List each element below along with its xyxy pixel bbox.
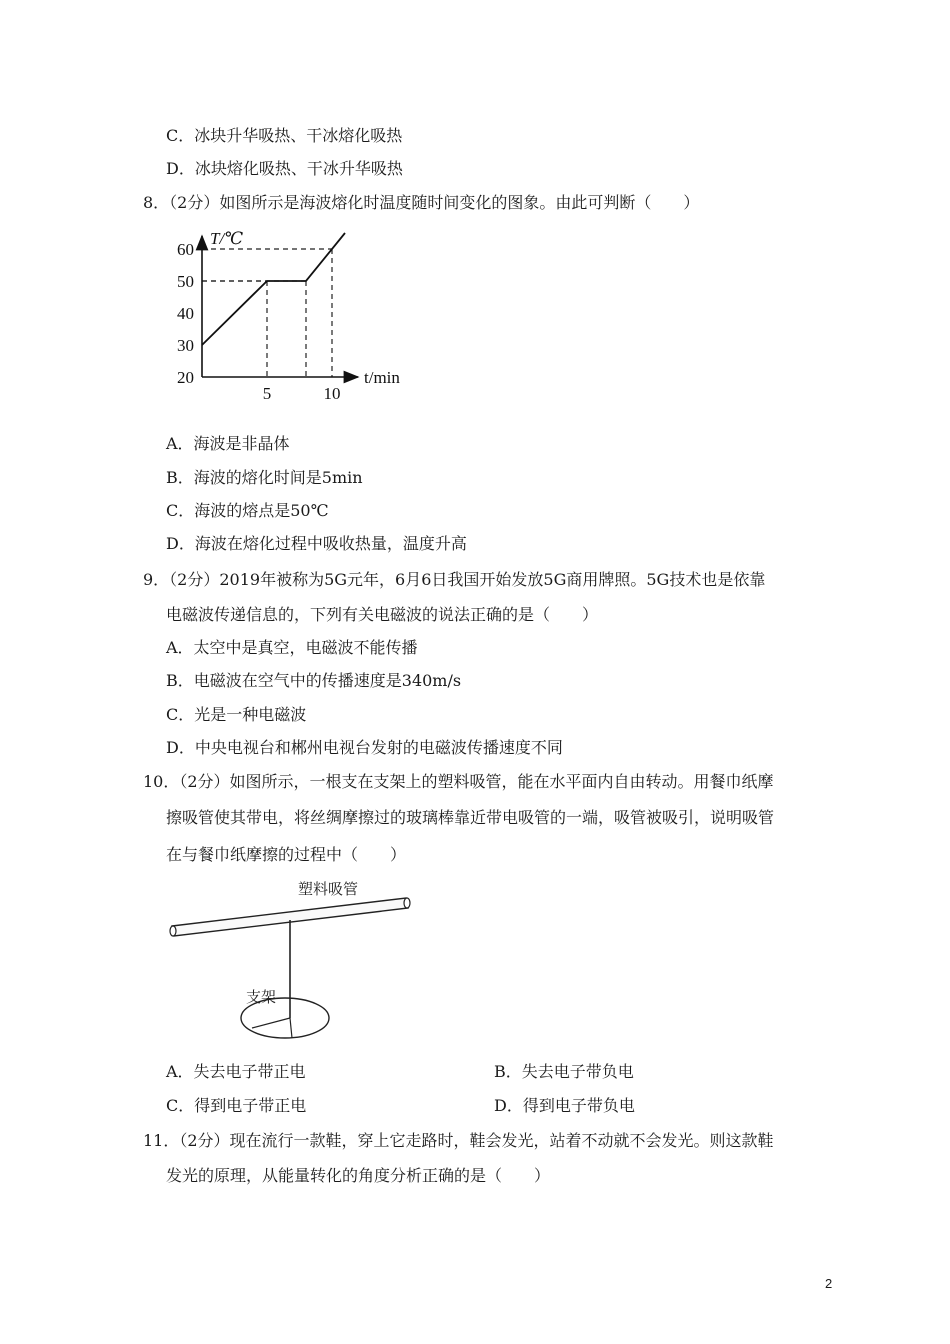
q11-stem-line1: 11．（2分）现在流行一款鞋，穿上它走路时，鞋会发光，站着不动就不会发光。则这款鞋 (143, 1131, 774, 1150)
q8-option-d: D．海波在熔化过程中吸收热量，温度升高 (166, 534, 467, 553)
y-tick-label: 20 (177, 368, 194, 387)
page-number: 2 (825, 1276, 833, 1291)
q9-option-c: C．光是一种电磁波 (166, 705, 307, 724)
q11-stem-line2: 发光的原理，从能量转化的角度分析正确的是（ ） (166, 1166, 551, 1185)
x-axis-label: t/min (364, 368, 400, 387)
q10-option-c: C．得到电子带正电 (166, 1096, 307, 1115)
label-stand: 支架 (246, 990, 277, 1006)
q9-stem-line1: 9．（2分）2019年被称为5G元年，6月6日我国开始发放5G商用牌照。5G技术也是依靠 (143, 570, 766, 589)
label-plastic-straw: 塑料吸管 (298, 882, 359, 898)
q8-option-b: B．海波的熔化时间是5min (166, 468, 363, 487)
q8-stem: 8．（2分）如图所示是海波熔化时温度随时间变化的图象。由此可判断（ ） (143, 193, 700, 212)
y-tick-label: 50 (177, 272, 194, 291)
series-line-0 (202, 233, 345, 345)
q10-stem-line1: 10．（2分）如图所示，一根支在支架上的塑料吸管，能在水平面内自由转动。用餐巾纸摩 (143, 772, 774, 791)
y-tick-label: 60 (177, 240, 194, 259)
y-tick-label: 30 (177, 336, 194, 355)
q7-option-c: C．冰块升华吸热、干冰熔化吸热 (166, 126, 403, 145)
q10-option-d: D．得到电子带负电 (494, 1096, 635, 1115)
q9-option-d: D．中央电视台和郴州电视台发射的电磁波传播速度不同 (166, 738, 563, 757)
q9-stem-line2: 电磁波传递信息的，下列有关电磁波的说法正确的是（ ） (166, 605, 599, 624)
q9-option-a: A．太空中是真空，电磁波不能传播 (166, 638, 418, 657)
x-tick-label: 5 (262, 384, 272, 403)
x-tick-label: 10 (323, 384, 341, 403)
q7-option-d: D．冰块熔化吸热、干冰升华吸热 (166, 159, 403, 178)
q10-option-b: B．失去电子带负电 (494, 1062, 634, 1081)
q8-option-c: C．海波的熔点是50℃ (166, 501, 329, 520)
melting-chart (160, 222, 420, 404)
q10-option-a: A．失去电子带正电 (166, 1062, 306, 1081)
q10-stem-line3: 在与餐巾纸摩擦的过程中（ ） (166, 845, 407, 864)
q10-stem-line2: 擦吸管使其带电，将丝绸摩擦过的玻璃棒靠近带电吸管的一端，吸管被吸引，说明吸管 (166, 808, 775, 827)
y-axis-label: T/℃ (210, 229, 244, 248)
straw-stand-figure (160, 874, 420, 1050)
q9-option-b: B．电磁波在空气中的传播速度是340m/s (166, 671, 462, 690)
y-tick-label: 40 (177, 304, 194, 323)
q8-option-a: A．海波是非晶体 (166, 434, 290, 453)
